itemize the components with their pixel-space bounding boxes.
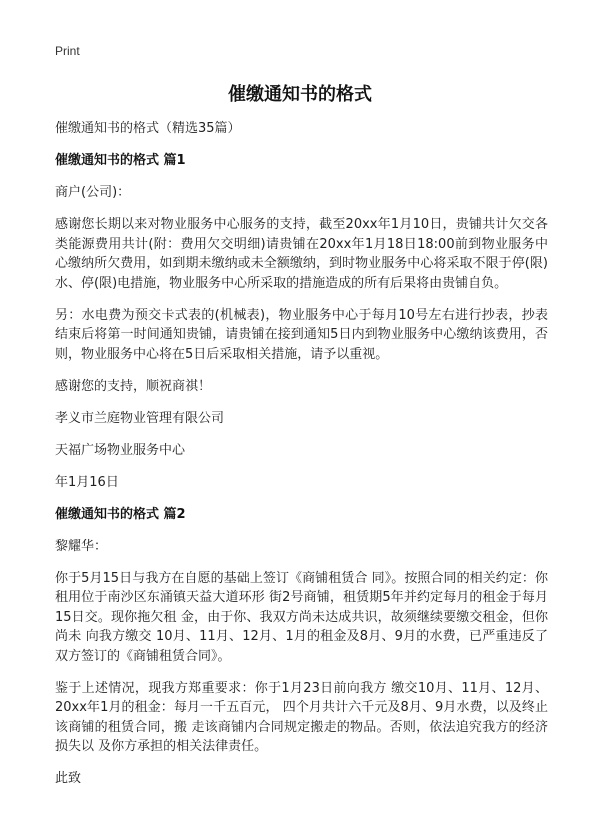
salutation-2: 黎耀华：	[55, 538, 108, 554]
document-body	[55, 119, 548, 801]
salutation-1: 商户(公司)：	[55, 185, 131, 200]
paragraph-1-2: 另：水电费为预交卡式表的(机械表)，物业服务中心于每月10号左右进行抄表，抄表结束后将第一时间通知贵铺，请贵铺在接到通知5日内到物业服务中心缴纳该费用，否则，物业服务中心将在5日后采取相关措施，请予以重视。	[55, 307, 548, 362]
section-heading-2: 催缴通知书的格式 篇2	[55, 506, 186, 522]
section-heading-1: 催缴通知书的格式 篇1	[55, 153, 186, 168]
page-title: 催缴通知书的格式	[228, 84, 372, 105]
closing-1: 感谢您的支持，顺祝商祺！	[55, 378, 212, 394]
document-subtitle: 催缴通知书的格式（精选35篇）	[55, 121, 241, 136]
closing-2: 此致	[55, 771, 82, 786]
paragraph-1-1: 感谢您长期以来对物业服务中心服务的支持，截至20xx年1月10日，贵铺共计欠交各类能源费用共计(附：费用欠交明细)请贵铺在20xx年1月18日18:00前到物业服务中心缴纳所欠费用，如到期未缴纳或未全额缴纳，到时物业服务中心将采取不限于停(限)水、停(限)电措施，物业服务中心所采取的措施造成的所有后果将由贵铺自负。	[55, 217, 548, 291]
signature-company: 孝义市兰庭物业管理有限公司	[55, 410, 225, 426]
print-link[interactable]: Print	[55, 44, 80, 58]
paragraph-2-1: 你于5月15日与我方在自愿的基础上签订《商铺租赁合 同》。按照合同的相关约定：你租用位于南沙区东涌镇天益大道环形 街2号商铺，租赁期5年并约定每月的租金于每月15日交。现你拖欠租 金，由于你、我双方尚未达成共识，故须继续要缴交租金，但你尚未 向我方缴交 10月、11月、12月、1月的租金及8月、9月的水费，已严重违反了双方签订的《商铺租赁合同》。	[55, 570, 548, 664]
signature-center: 天福广场物业服务中心	[55, 442, 186, 458]
paragraph-2-2: 鉴于上述情况，现我方郑重要求：你于1月23日前向我方 缴交10月、11月、12月、20xx年1月的租金：每月一千五百元， 四个月共计六千元及8月、9月水费，以及终止该商铺的租赁合同，搬 走该商铺内合同规定搬走的物品。否则，依法追究我方的经济损失以 及你方承担的相关法律责任。	[55, 680, 548, 754]
signature-date: 年1月16日	[55, 474, 119, 490]
